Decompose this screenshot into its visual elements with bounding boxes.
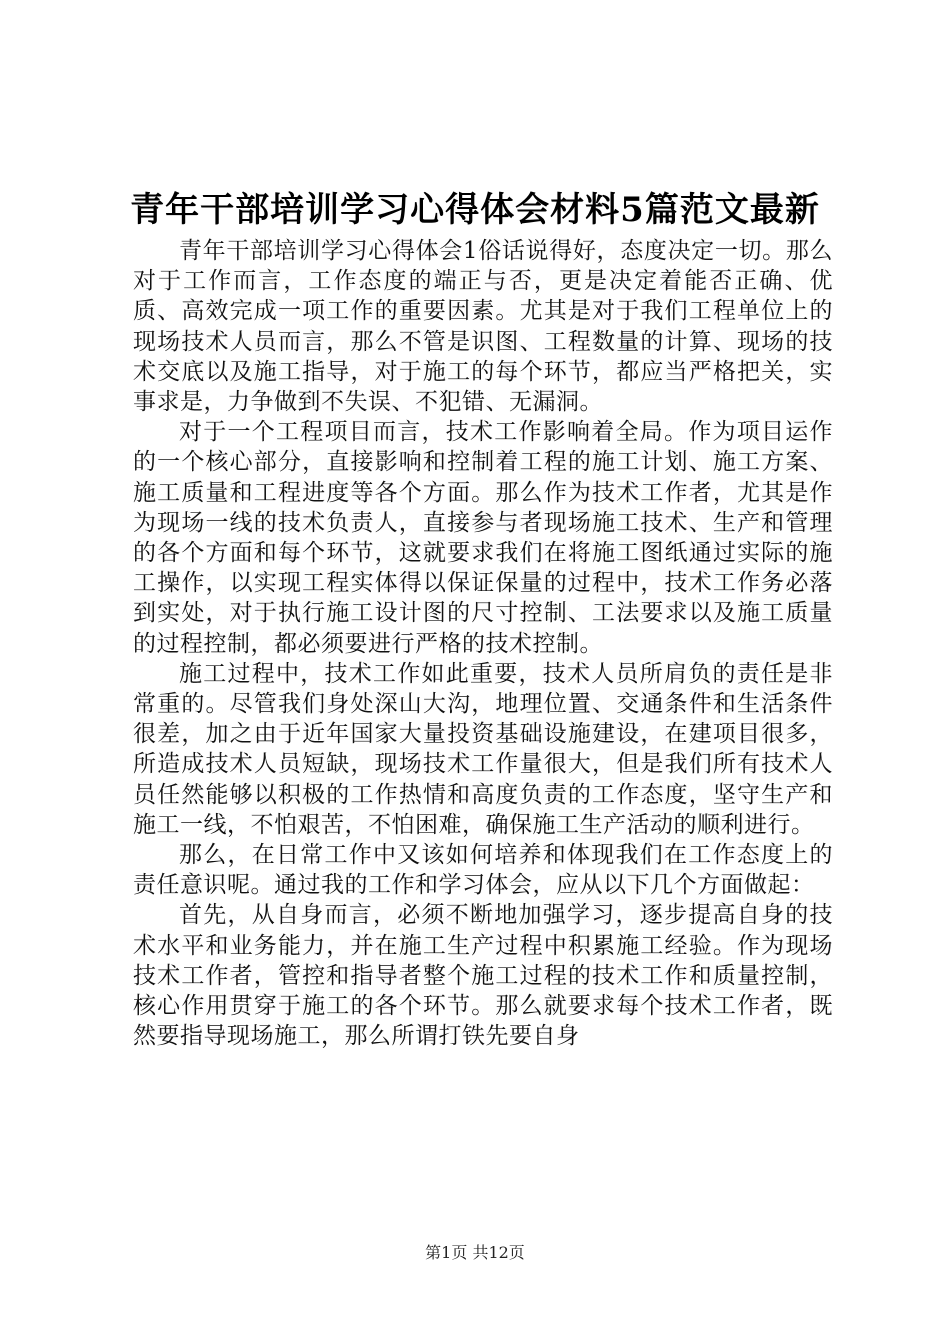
page-footer: 第1页 共12页 (425, 1243, 525, 1262)
paragraph-3: 施工过程中，技术工作如此重要，技术人员所肩负的责任是非常重的。尽管我们身处深山大沟，地理位置、交通条件和生活条件很差，加之由于近年国家大量投资基础设施建设，在建项目很多，所造成技术人员短缺，现场技术工作量很大，但是我们所有技术人员任然能够以积极的工作热情和高度负责的工作态度，坚守生产和施工一线，不怕艰苦，不怕困难，确保施工生产活动的顺利进行。 (133, 660, 833, 838)
document-body (133, 236, 833, 1051)
paragraph-4: 那么，在日常工作中又该如何培养和体现我们在工作态度上的责任意识呢。通过我的工作和学习体会，应从以下几个方面做起： (133, 842, 833, 899)
document-title: 青年干部培训学习心得体会材料5篇范文最新 (130, 190, 820, 230)
paragraph-2: 对于一个工程项目而言，技术工作影响着全局。作为项目运作的一个核心部分，直接影响和控制着工程的施工计划、施工方案、施工质量和工程进度等各个方面。那么作为技术工作者，尤其是作为现场一线的技术负责人，直接参与者现场施工技术、生产和管理的各个方面和每个环节，这就要求我们在将施工图纸通过实际的施工操作，以实现工程实体得以保证保量的过程中，技术工作务必落到实处，对于执行施工设计图的尺寸控制、工法要求以及施工质量的过程控制，都必须要进行严格的技术控制。 (133, 419, 833, 657)
paragraph-5: 首先，从自身而言，必须不断地加强学习，逐步提高自身的技术水平和业务能力，并在施工生产过程中积累施工经验。作为现场技术工作者，管控和指导者整个施工过程的技术工作和质量控制，核心作用贯穿于施工的各个环节。那么就要求每个技术工作者，既然要指导现场施工，那么所谓打铁先要自身 (133, 902, 833, 1050)
paragraph-1: 青年干部培训学习心得体会1俗话说得好，态度决定一切。那么对于工作而言，工作态度的端正与否，更是决定着能否正确、优质、高效完成一项工作的重要因素。尤其是对于我们工程单位上的现场技术人员而言，那么不管是识图、工程数量的计算、现场的技术交底以及施工指导，对于施工的每个环节，都应当严格把关，实事求是，力争做到不失误、不犯错、无漏洞。 (133, 238, 833, 416)
